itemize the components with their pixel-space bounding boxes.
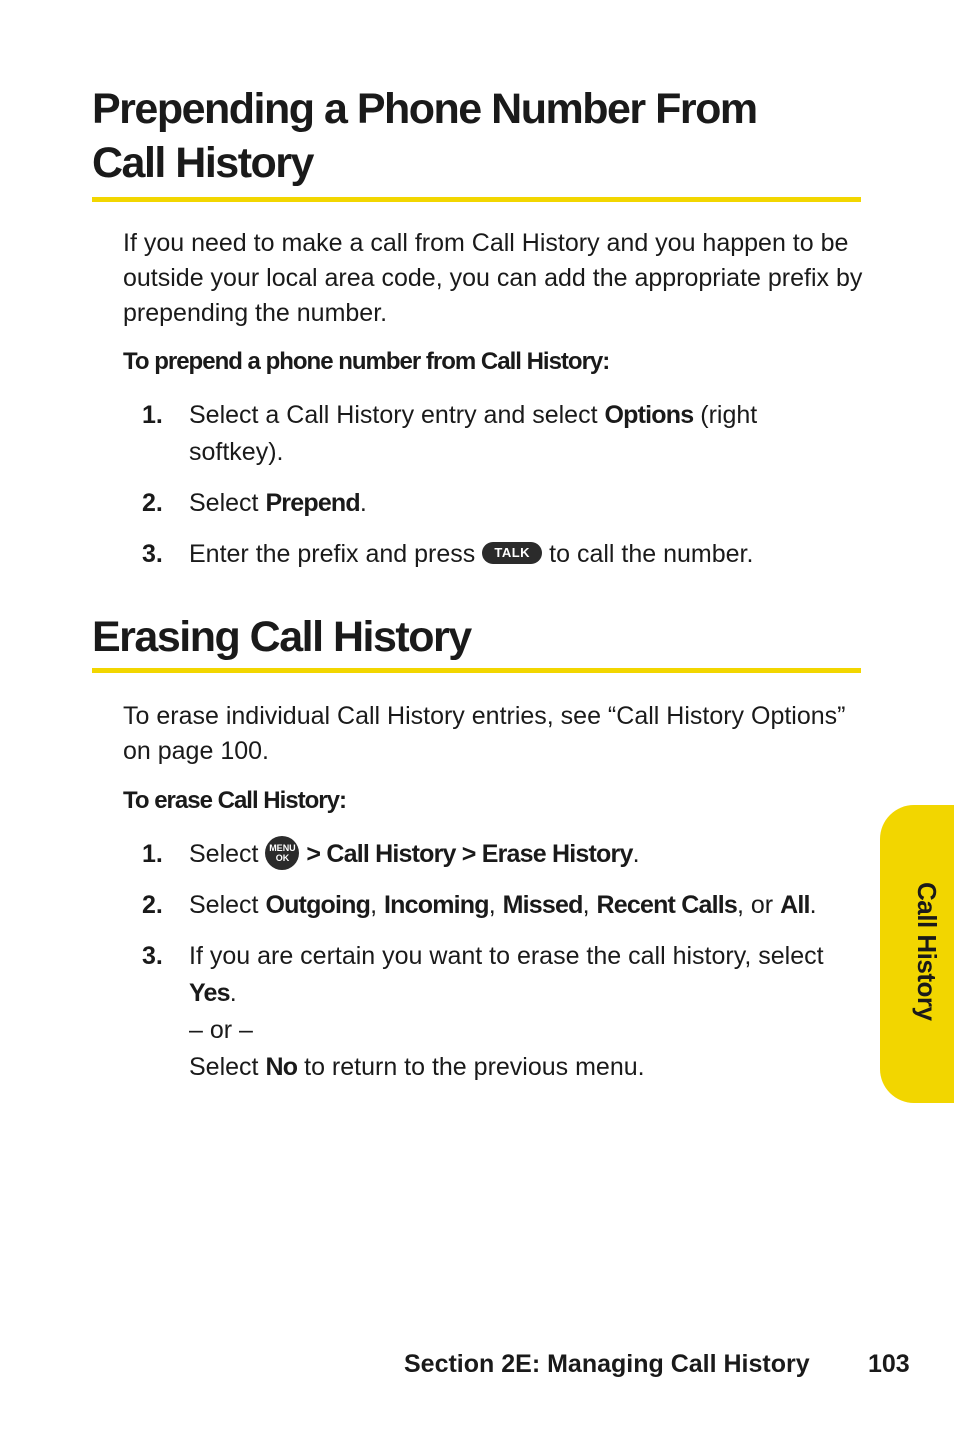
intro-paragraph: If you need to make a call from Call History and you happen to be outside your local area code, you can add the appropriate prefix by prepending the number. [123,229,863,327]
prepend-option-label: Prepend [265,489,360,517]
page-number: 103 [868,1350,910,1378]
title-rule [92,668,861,673]
section-title-prepending: Prepending a Phone Number From Call History [92,85,757,187]
procedure-heading: To prepend a phone number from Call History: [123,348,610,375]
menu-path: > Call History > Erase History [306,840,633,868]
menu-ok-key-icon: MENU OK [265,836,299,870]
chapter-tab-label: Call History [912,882,942,1021]
title-rule [92,197,861,202]
footer-section-title: Section 2E: Managing Call History [404,1350,810,1378]
or-separator: – or – [189,1016,253,1044]
intro-paragraph: To erase individual Call History entries, see “Call History Options” on page 100. [123,702,846,765]
procedure-heading: To erase Call History: [123,787,346,814]
section-title-erasing: Erasing Call History [92,613,471,661]
talk-key-icon: TALK [482,542,542,564]
options-softkey-label: Options [604,401,694,429]
